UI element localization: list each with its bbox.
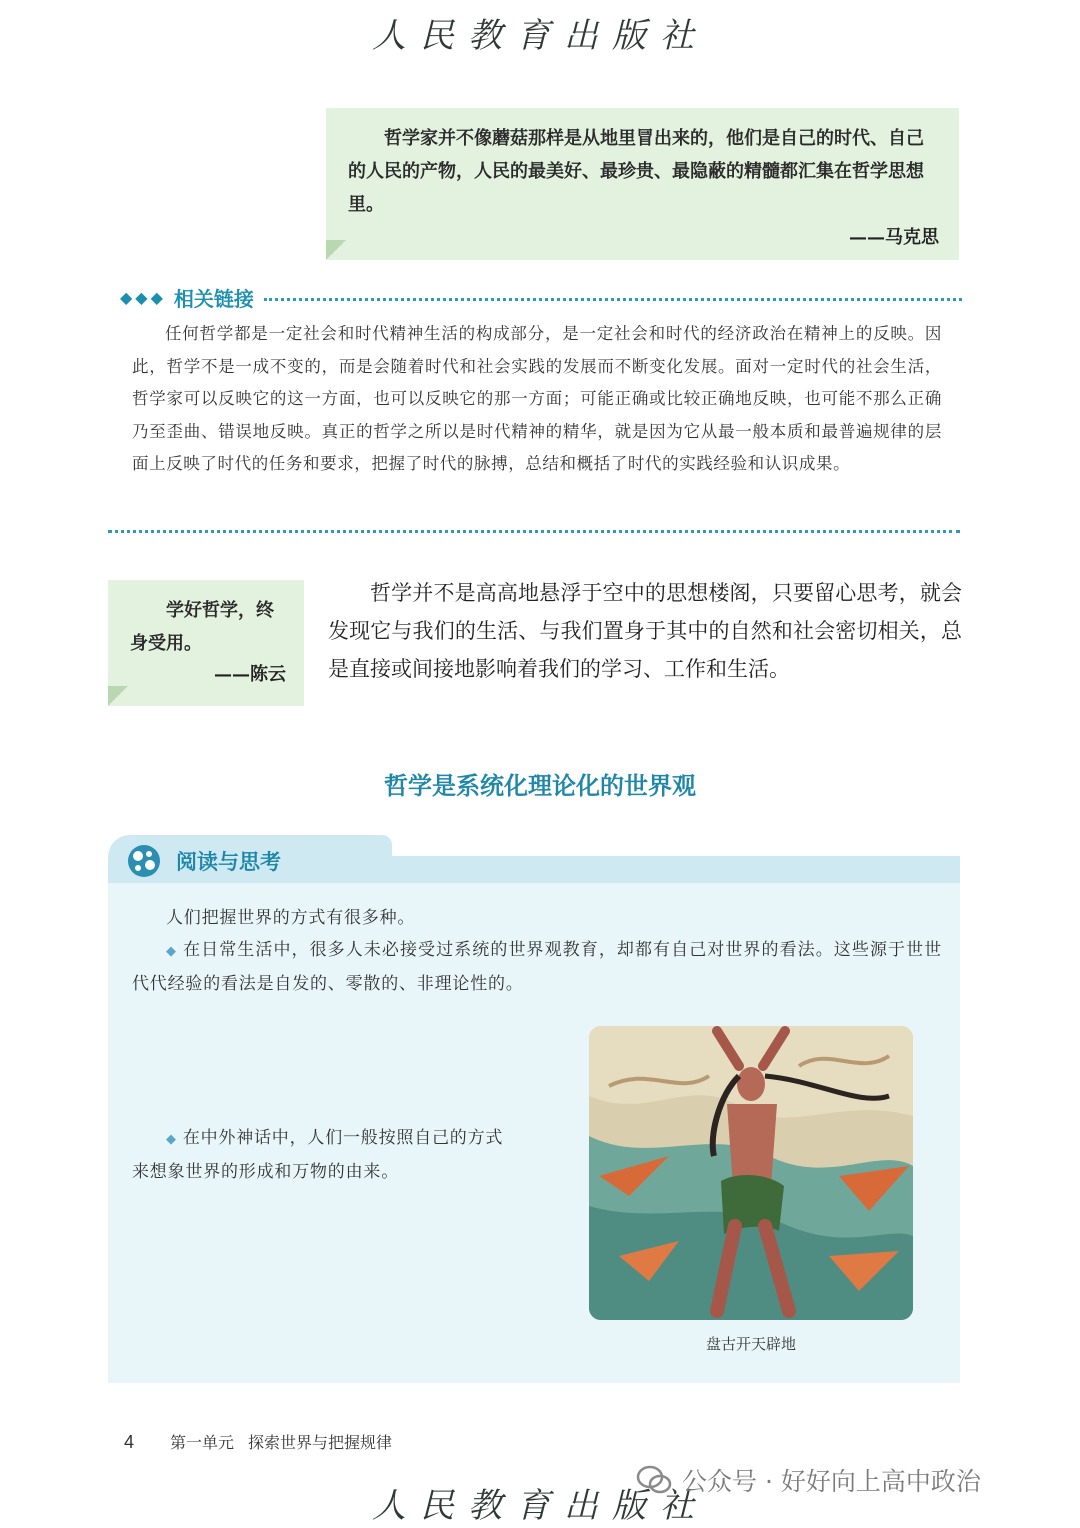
reading-paragraph-1: 人们把握世界的方式有很多种。 [166,908,416,928]
unit-title: 探索世界与把握规律 [248,1433,393,1452]
reading-paragraph-3 [132,1122,512,1188]
reading-paragraph-3-text: 在中外神话中，人们一般按照自己的方式来想象世界的形成和万物的由来。 [132,1128,504,1182]
bullet-diamond-icon: ◆ [166,1132,177,1147]
section-title: 哲学是系统化理论化的世界观 [384,773,696,800]
related-link-header [120,283,962,312]
diamond-icons: ◆◆◆ [120,288,166,307]
quote-text: 哲学家并不像蘑菇那样是从地里冒出来的，他们是自己的时代、自己的人民的产物，人民的最美好、最珍贵、最隐蔽的精髓都汇集在哲学思想里。 [348,128,924,215]
reading-title: 阅读与思考 [176,851,281,874]
wechat-watermark [636,1462,981,1498]
chenyun-quote-box [108,580,304,706]
side-quote-text: 学好哲学，终身受用。 [130,600,274,654]
page-number: 4 [124,1432,135,1452]
publisher-logo-top: 人民教育出版社 [372,16,708,56]
image-caption: 盘古开天辟地 [705,1335,796,1353]
quote-fold-corner [326,240,346,260]
side-quote-author: ——陈云 [214,664,286,685]
wechat-icon [636,1465,672,1495]
reading-globe-icon [126,843,162,879]
dotted-separator [108,530,960,533]
related-link-title: 相关链接 [173,289,254,311]
page-footer [124,1430,392,1453]
unit-label: 第一单元 [170,1433,235,1452]
side-fold-corner [108,686,128,706]
dotted-divider [264,298,962,301]
bullet-diamond-icon: ◆ [166,944,178,959]
related-link-body: 任何哲学都是一定社会和时代精神生活的构成部分，是一定社会和时代的经济政治在精神上的反映。因此，哲学不是一成不变的，而是会随着时代和社会实践的发展而不断变化发展。面对一定时代的社会生活，哲学家可以反映它的这一方面，也可以反映它的那一方面；可能正确或比较正确地反映，也可能不那么正确乃至歪曲、错误地反映。真正的哲学之所以是时代精神的精华，就是因为它从最一般本质和最普遍规律的层面上反映了时代的任务和要求，把握了时代的脉搏，总结和概括了时代的实践经验和认识成果。 [132,324,942,473]
reading-paragraph-2 [132,934,942,1000]
main-paragraph: 哲学并不是高高地悬浮于空中的思想楼阁，只要留心思考，就会发现它与我们的生活、与我们置身于其中的自然和社会密切相关，总是直接或间接地影响着我们的学习、工作和生活。 [328,581,962,681]
marx-quote-box [326,108,959,260]
publisher-logo-bottom: 人民教育出版社 [372,1486,708,1526]
reading-paragraph-2-text: 在日常生活中，很多人未必接受过系统的世界观教育，却都有自己对世界的看法。这些源于世世代代经验的看法是自发的、零散的、非理论性的。 [132,940,942,994]
pangu-illustration [589,1026,913,1320]
watermark-text: 公众号 · 好好向上高中政治 [682,1467,981,1496]
quote-author: ——马克思 [849,227,939,248]
